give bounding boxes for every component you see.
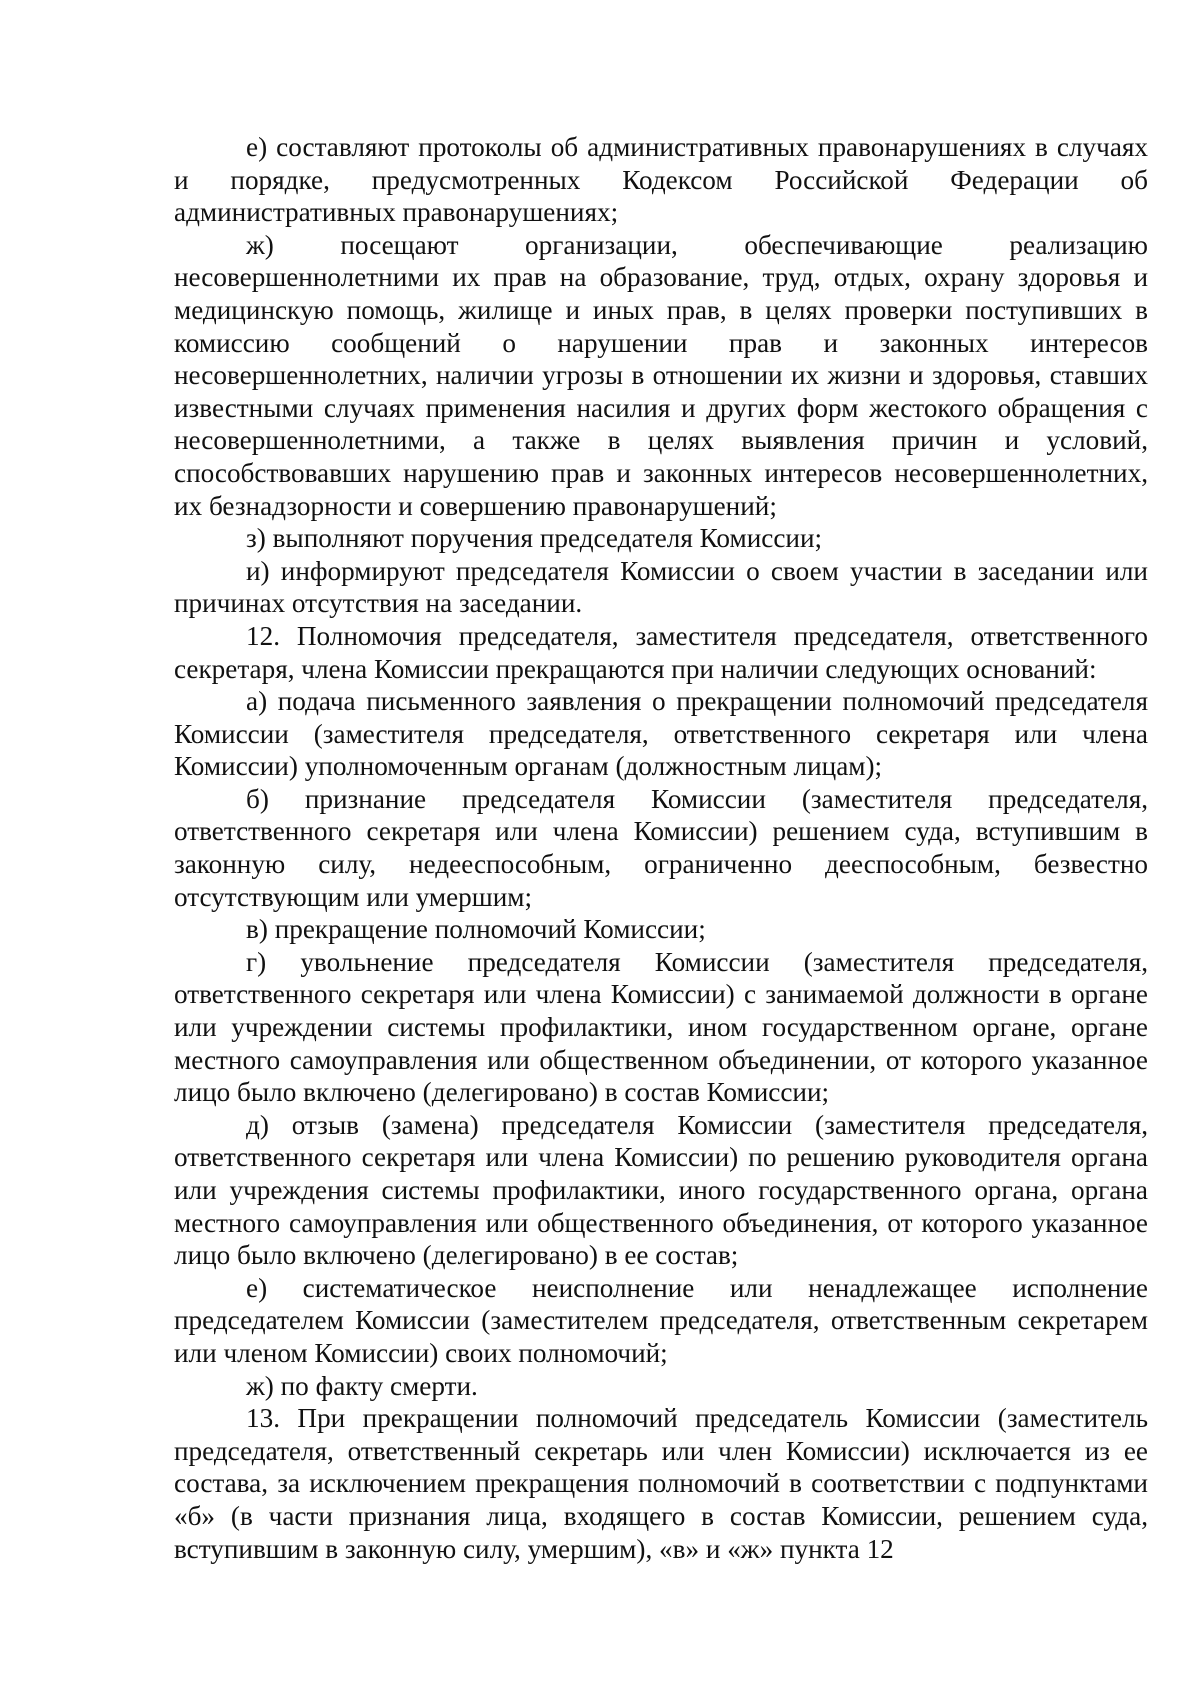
paragraph-item-a-application: а) подача письменного заявления о прекращении полномочий председателя Комиссии (заместителя председателя, ответственного секретаря или члена Комиссии) уполномоченным органам (должностным лицам); (174, 686, 1148, 782)
paragraph-item-e-nonperformance: е) систематическое неисполнение или ненадлежащее исполнение председателем Комиссии (заместителем председателя, ответственным секретарем или членом Комиссии) своих полномочий; (174, 1272, 1148, 1368)
paragraph-item-b-court: б) признание председателя Комиссии (заместителя председателя, ответственного секретаря или члена Комиссии) решением суда, вступившим в законную силу, недееспособным, ограниченно дееспособным, безвестно отсутствующим или умершим; (174, 783, 1148, 912)
paragraph-clause-12: 12. Полномочия председателя, заместителя председателя, ответственного секретаря, члена Комиссии прекращаются при наличии следующих оснований: (174, 620, 1148, 684)
paragraph-item-d-recall: д) отзыв (замена) председателя Комиссии (заместителя председателя, ответственного секретаря или члена Комиссии) по решению руководителя органа или учреждения системы профилактики, иного государственного органа, органа местного самоуправления или общественного объединения, от которого указанное лицо было включено (делегировано) в ее состав; (174, 1109, 1148, 1271)
paragraph-item-g-dismissal: г) увольнение председателя Комиссии (заместителя председателя, ответственного секретаря или члена Комиссии) с занимаемой должности в органе или учреждении системы профилактики, ином государственном органе, органе местного самоуправления или общественном объединении, от которого указанное лицо было включено (делегировано) в состав Комиссии; (174, 946, 1148, 1108)
paragraph-item-v-termination: в) прекращение полномочий Комиссии; (246, 914, 706, 945)
document-page (174, 131, 1148, 1565)
paragraph-item-i-inform: и) информируют председателя Комиссии о своем участии в заседании или причинах отсутствия на заседании. (174, 555, 1148, 619)
paragraph-item-zh-death: ж) по факту смерти. (246, 1370, 478, 1401)
paragraph-item-z-instructions: з) выполняют поручения председателя Комиссии; (246, 523, 823, 554)
paragraph-item-e-protocols: е) составляют протоколы об административных правонарушениях в случаях и порядке, предусмотренных Кодексом Российской Федерации об административных правонарушениях; (174, 132, 1148, 228)
paragraph-item-zh-visits: ж) посещают организации, обеспечивающие реализацию несовершеннолетними их прав на образование, труд, отдых, охрану здоровья и медицинскую помощь, жилище и иных прав, в целях проверки поступивших в комиссию сообщений о нарушении прав и законных интересов несовершеннолетних, наличии угрозы в отношении их жизни и здоровья, ставших известными случаях применения насилия и других форм жестокого обращения с несовершеннолетними, а также в целях выявления причин и условий, способствовавших нарушению прав и законных интересов несовершеннолетних, их безнадзорности и совершению правонарушений; (174, 229, 1148, 521)
paragraph-clause-13: 13. При прекращении полномочий председатель Комиссии (заместитель председателя, ответственный секретарь или член Комиссии) исключается из ее состава, за исключением прекращения полномочий в соответствии с подпунктами «б» (в части признания лица, входящего в состав Комиссии, решением суда, вступившим в законную силу, умершим), «в» и «ж» пункта 12 (174, 1403, 1148, 1564)
